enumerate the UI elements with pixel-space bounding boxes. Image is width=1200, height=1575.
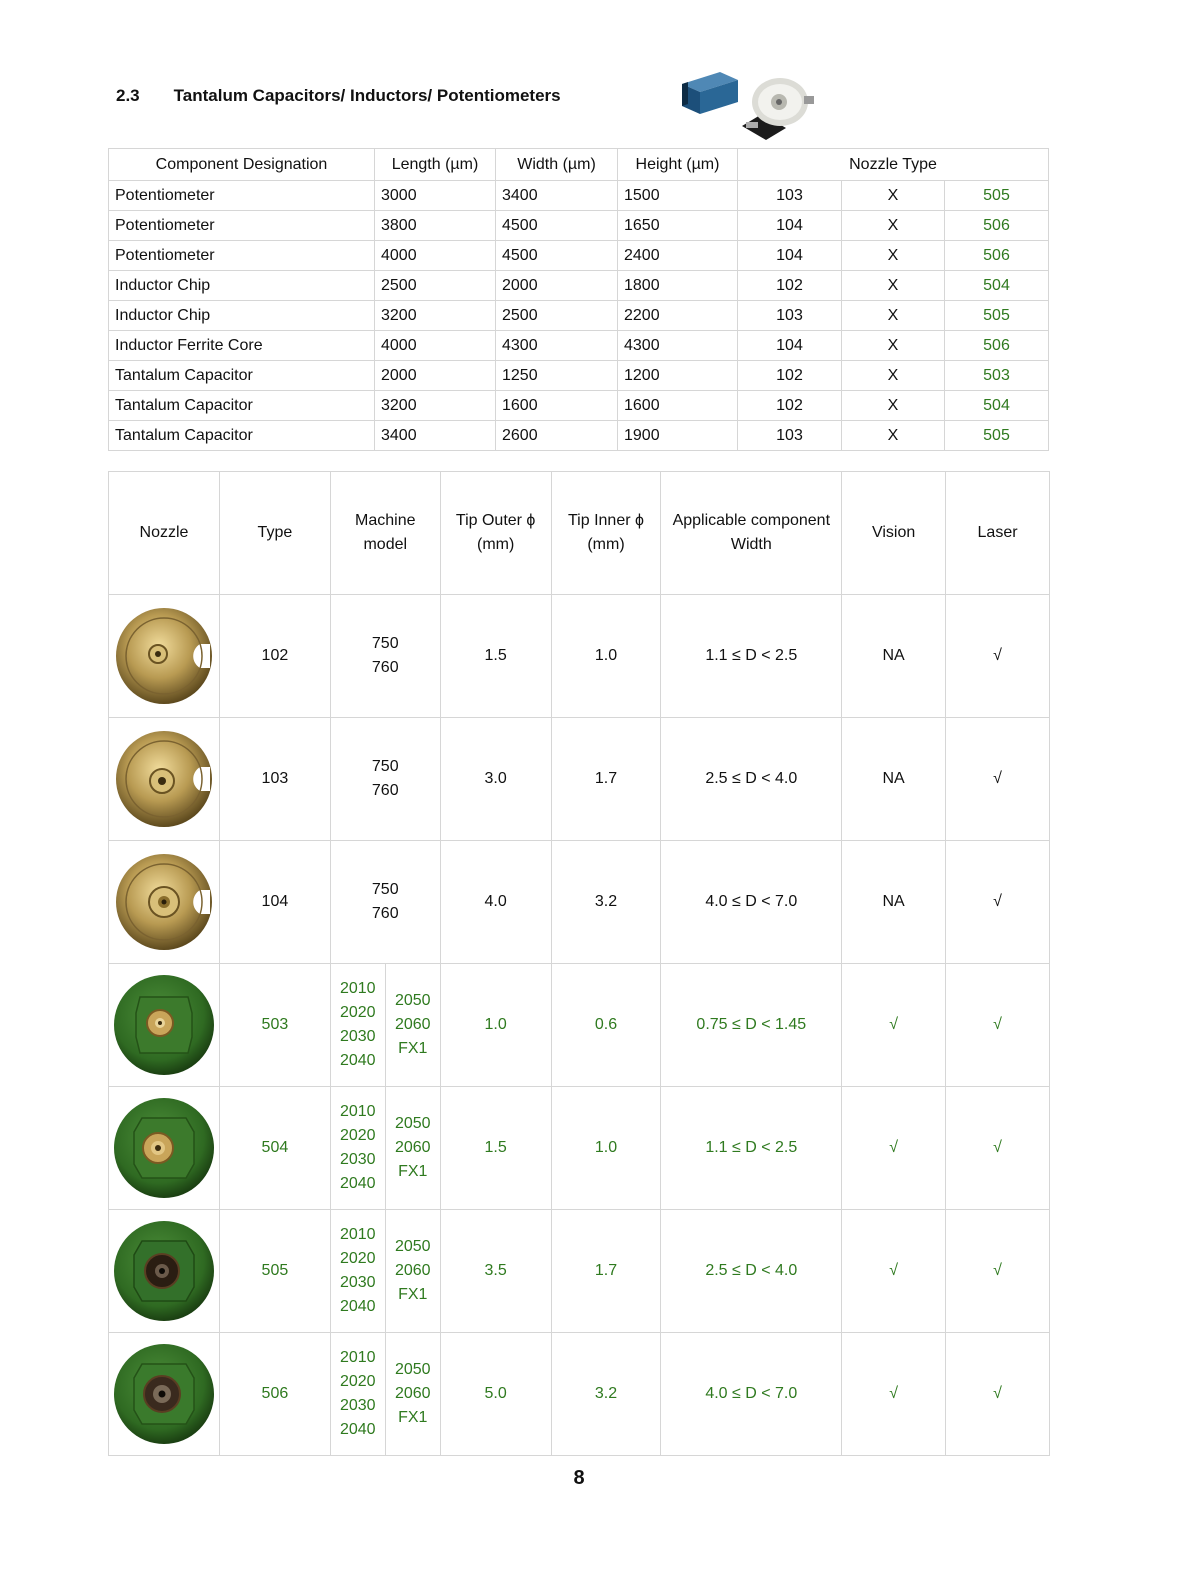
table-row — [109, 421, 1049, 451]
col-height: Height (µm) — [618, 149, 738, 181]
designation-cell: Inductor Ferrite Core — [109, 331, 375, 361]
designation-cell: Potentiometer — [109, 211, 375, 241]
nozzle-image-cell — [109, 841, 220, 964]
applicable-width-cell: 4.0 ≤ D < 7.0 — [661, 841, 842, 964]
machine-model: 2040 — [339, 1175, 376, 1192]
applicable-header-line2: Width — [730, 536, 772, 553]
tip-outer-cell: 5.0 — [440, 1333, 551, 1456]
nozzle-c-cell: 504 — [945, 391, 1049, 421]
table-row — [109, 331, 1049, 361]
applicable-width-cell: 2.5 ≤ D < 4.0 — [661, 718, 842, 841]
tip-inner-cell: 1.0 — [551, 595, 661, 718]
nozzle-row — [109, 595, 1050, 718]
laser-cell: √ — [946, 1333, 1050, 1456]
machine-model: 2050 — [394, 1238, 431, 1255]
designation-cell: Tantalum Capacitor — [109, 421, 375, 451]
type-cell: 503 — [219, 964, 330, 1087]
width-cell: 4300 — [496, 331, 618, 361]
machine-model: 2060 — [394, 1262, 431, 1279]
nozzle-b-cell: X — [842, 301, 945, 331]
height-cell: 4300 — [618, 331, 738, 361]
height-cell: 1900 — [618, 421, 738, 451]
table-row — [109, 181, 1049, 211]
length-cell: 2000 — [375, 361, 496, 391]
machine-model: 2040 — [339, 1052, 376, 1069]
type-cell: 102 — [219, 595, 330, 718]
vision-cell: √ — [842, 1087, 946, 1210]
width-cell: 3400 — [496, 181, 618, 211]
nozzle-a-cell: 104 — [738, 211, 842, 241]
col-component-designation: Component Designation — [109, 149, 375, 181]
nozzle-c-cell: 506 — [945, 211, 1049, 241]
tip-inner-cell: 1.7 — [551, 1210, 661, 1333]
nozzle-image-cell — [109, 964, 220, 1087]
potentiometer-icon — [742, 78, 814, 140]
tip-inner-cell: 3.2 — [551, 841, 661, 964]
width-cell: 2600 — [496, 421, 618, 451]
machine-model: 760 — [371, 659, 399, 676]
machine-model: FX1 — [398, 1286, 428, 1303]
machine-header-line2: model — [363, 536, 408, 553]
machine-model: 2010 — [339, 980, 376, 997]
machine-model: 2010 — [339, 1349, 376, 1366]
col-machine-model — [330, 472, 440, 595]
col-vision: Vision — [842, 472, 946, 595]
designation-cell: Inductor Chip — [109, 271, 375, 301]
nozzle-a-cell: 103 — [738, 181, 842, 211]
designation-cell: Potentiometer — [109, 181, 375, 211]
machine-model: 2050 — [394, 1361, 431, 1378]
machine-model: FX1 — [398, 1163, 428, 1180]
machine-model-cell — [330, 718, 440, 841]
nozzle-a-cell: 102 — [738, 391, 842, 421]
length-cell: 3000 — [375, 181, 496, 211]
type-cell: 104 — [219, 841, 330, 964]
length-cell: 3400 — [375, 421, 496, 451]
nozzle-row — [109, 841, 1050, 964]
tip-inner-cell: 3.2 — [551, 1333, 661, 1456]
applicable-header-line1: Applicable component — [672, 512, 831, 529]
tip-inner-cell: 0.6 — [551, 964, 661, 1087]
width-cell: 2000 — [496, 271, 618, 301]
type-cell: 506 — [219, 1333, 330, 1456]
nozzle-b-cell: X — [842, 241, 945, 271]
nozzle-b-cell: X — [842, 271, 945, 301]
nozzle-c-cell: 505 — [945, 301, 1049, 331]
machine-model-cell-b — [385, 964, 440, 1087]
applicable-width-cell: 1.1 ≤ D < 2.5 — [661, 595, 842, 718]
designation-cell: Tantalum Capacitor — [109, 361, 375, 391]
col-nozzle-type: Nozzle Type — [738, 149, 1049, 181]
nozzle-a-cell: 103 — [738, 421, 842, 451]
width-cell: 1250 — [496, 361, 618, 391]
tip-outer-cell: 3.5 — [440, 1210, 551, 1333]
nozzle-a-cell: 102 — [738, 361, 842, 391]
vision-cell: √ — [842, 1210, 946, 1333]
col-tip-outer — [440, 472, 551, 595]
height-cell: 1200 — [618, 361, 738, 391]
nozzle-row — [109, 964, 1050, 1087]
page-number: 8 — [573, 1467, 585, 1489]
machine-model: 2030 — [339, 1151, 376, 1168]
length-cell: 3200 — [375, 301, 496, 331]
machine-model-cell-b — [385, 1333, 440, 1456]
nozzle-table — [108, 471, 1050, 1456]
tip-inner-cell: 1.0 — [551, 1087, 661, 1210]
machine-model-cell-a — [330, 1333, 385, 1456]
designation-cell: Potentiometer — [109, 241, 375, 271]
machine-model: FX1 — [398, 1409, 428, 1426]
type-cell: 103 — [219, 718, 330, 841]
nozzle-row — [109, 1333, 1050, 1456]
applicable-width-cell: 1.1 ≤ D < 2.5 — [661, 1087, 842, 1210]
tip-outer-cell: 4.0 — [440, 841, 551, 964]
vision-cell: √ — [842, 964, 946, 1087]
machine-model: 2060 — [394, 1016, 431, 1033]
nozzle-b-cell: X — [842, 391, 945, 421]
machine-model: 2020 — [339, 1004, 376, 1021]
table-row — [109, 211, 1049, 241]
tip-outer-cell: 1.5 — [440, 1087, 551, 1210]
nozzle-b-cell: X — [842, 211, 945, 241]
component-table — [108, 148, 1049, 451]
width-cell: 4500 — [496, 241, 618, 271]
nozzle-a-cell: 104 — [738, 241, 842, 271]
machine-model: 760 — [371, 782, 399, 799]
brass-nozzle-icon — [112, 604, 216, 708]
machine-model: 2010 — [339, 1103, 376, 1120]
col-applicable-width — [661, 472, 842, 595]
table2-header — [109, 472, 1050, 595]
laser-cell: √ — [946, 718, 1050, 841]
green-nozzle-icon — [112, 973, 216, 1077]
nozzle-image-cell — [109, 595, 220, 718]
machine-model: 2030 — [339, 1274, 376, 1291]
width-cell: 2500 — [496, 301, 618, 331]
nozzle-image-cell — [109, 1087, 220, 1210]
laser-cell: √ — [946, 1087, 1050, 1210]
green-nozzle-icon — [112, 1096, 216, 1200]
nozzle-c-cell: 505 — [945, 181, 1049, 211]
laser-cell: √ — [946, 1210, 1050, 1333]
vision-cell: NA — [842, 595, 946, 718]
nozzle-row — [109, 1087, 1050, 1210]
type-cell: 505 — [219, 1210, 330, 1333]
vision-cell: NA — [842, 841, 946, 964]
table-row — [109, 271, 1049, 301]
col-type: Type — [219, 472, 330, 595]
applicable-width-cell: 2.5 ≤ D < 4.0 — [661, 1210, 842, 1333]
nozzle-c-cell: 503 — [945, 361, 1049, 391]
tantalum-capacitor-icon — [682, 72, 738, 114]
nozzle-b-cell: X — [842, 331, 945, 361]
brass-nozzle-icon — [112, 850, 216, 954]
col-tip-inner — [551, 472, 661, 595]
height-cell: 2400 — [618, 241, 738, 271]
nozzle-b-cell: X — [842, 421, 945, 451]
nozzle-image-cell — [109, 1333, 220, 1456]
table-row — [109, 391, 1049, 421]
height-cell: 1600 — [618, 391, 738, 421]
outer-header-line1: Tip Outer ϕ — [455, 512, 536, 529]
inner-header-line2: (mm) — [587, 536, 625, 553]
machine-model: 2020 — [339, 1127, 376, 1144]
laser-cell: √ — [946, 595, 1050, 718]
col-width: Width (µm) — [496, 149, 618, 181]
nozzle-b-cell: X — [842, 181, 945, 211]
machine-model-cell-a — [330, 1210, 385, 1333]
machine-model: 2060 — [394, 1385, 431, 1402]
length-cell: 3800 — [375, 211, 496, 241]
tip-outer-cell: 1.5 — [440, 595, 551, 718]
vision-cell: NA — [842, 718, 946, 841]
machine-model: 2050 — [394, 1115, 431, 1132]
machine-model-cell — [330, 841, 440, 964]
nozzle-image-cell — [109, 718, 220, 841]
designation-cell: Tantalum Capacitor — [109, 391, 375, 421]
nozzle-a-cell: 104 — [738, 331, 842, 361]
col-length: Length (µm) — [375, 149, 496, 181]
machine-model: 2020 — [339, 1250, 376, 1267]
nozzle-row — [109, 718, 1050, 841]
green-nozzle-icon — [112, 1342, 216, 1446]
designation-cell: Inductor Chip — [109, 301, 375, 331]
machine-model: 750 — [371, 635, 399, 652]
component-illustration — [676, 66, 821, 146]
length-cell: 4000 — [375, 241, 496, 271]
height-cell: 1800 — [618, 271, 738, 301]
table-row — [109, 301, 1049, 331]
vision-cell: √ — [842, 1333, 946, 1456]
length-cell: 2500 — [375, 271, 496, 301]
applicable-width-cell: 0.75 ≤ D < 1.45 — [661, 964, 842, 1087]
green-nozzle-icon — [112, 1219, 216, 1323]
nozzle-c-cell: 506 — [945, 331, 1049, 361]
width-cell: 1600 — [496, 391, 618, 421]
applicable-width-cell: 4.0 ≤ D < 7.0 — [661, 1333, 842, 1456]
table1-header — [109, 149, 1049, 181]
laser-cell: √ — [946, 964, 1050, 1087]
machine-model: 750 — [371, 881, 399, 898]
height-cell: 1650 — [618, 211, 738, 241]
machine-model: 760 — [371, 905, 399, 922]
nozzle-image-cell — [109, 1210, 220, 1333]
col-laser: Laser — [946, 472, 1050, 595]
tip-outer-cell: 3.0 — [440, 718, 551, 841]
machine-model: 750 — [371, 758, 399, 775]
brass-nozzle-icon — [112, 727, 216, 831]
width-cell: 4500 — [496, 211, 618, 241]
machine-model: 2030 — [339, 1397, 376, 1414]
col-nozzle: Nozzle — [109, 472, 220, 595]
nozzle-b-cell: X — [842, 361, 945, 391]
height-cell: 2200 — [618, 301, 738, 331]
machine-model-cell-a — [330, 964, 385, 1087]
nozzle-c-cell: 506 — [945, 241, 1049, 271]
nozzle-row — [109, 1210, 1050, 1333]
machine-model-cell — [330, 595, 440, 718]
machine-header-line1: Machine — [355, 512, 416, 529]
nozzle-a-cell: 103 — [738, 301, 842, 331]
machine-model: 2050 — [394, 992, 431, 1009]
table-row — [109, 361, 1049, 391]
machine-model: 2020 — [339, 1373, 376, 1390]
machine-model-cell-b — [385, 1210, 440, 1333]
machine-model: 2060 — [394, 1139, 431, 1156]
type-cell: 504 — [219, 1087, 330, 1210]
machine-model: 2010 — [339, 1226, 376, 1243]
section-title: Tantalum Capacitors/ Inductors/ Potentiometers — [173, 86, 561, 105]
outer-header-line2: (mm) — [476, 536, 515, 553]
machine-model: FX1 — [398, 1040, 428, 1057]
nozzle-c-cell: 505 — [945, 421, 1049, 451]
height-cell: 1500 — [618, 181, 738, 211]
inner-header-line1: Tip Inner ϕ — [568, 512, 644, 529]
machine-model: 2040 — [339, 1298, 376, 1315]
length-cell: 3200 — [375, 391, 496, 421]
machine-model: 2040 — [339, 1421, 376, 1438]
tip-inner-cell: 1.7 — [551, 718, 661, 841]
nozzle-c-cell: 504 — [945, 271, 1049, 301]
section-number: 2.3 — [116, 86, 140, 105]
length-cell: 4000 — [375, 331, 496, 361]
tip-outer-cell: 1.0 — [440, 964, 551, 1087]
section-heading — [116, 86, 561, 106]
machine-model-cell-a — [330, 1087, 385, 1210]
table-row — [109, 241, 1049, 271]
nozzle-a-cell: 102 — [738, 271, 842, 301]
laser-cell: √ — [946, 841, 1050, 964]
machine-model-cell-b — [385, 1087, 440, 1210]
machine-model: 2030 — [339, 1028, 376, 1045]
